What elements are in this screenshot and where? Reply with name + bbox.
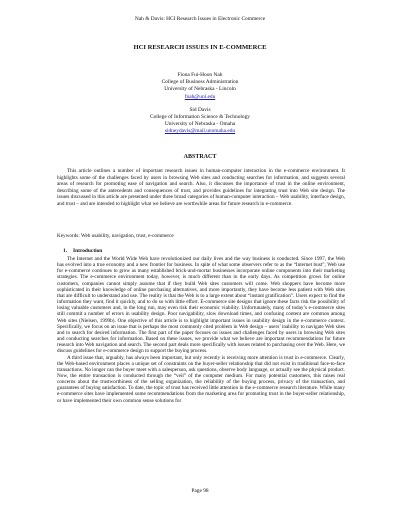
author-affiliation: University of Nebraska - Omaha	[164, 121, 236, 128]
author-list	[0, 72, 400, 142]
abstract-text: This article outlines a number of important research issues in human-computer interaction in the e-commerce environment. It highlights some of the challenges faced by users in browsing Web sites and conducting searches for information, and suggests several areas of research for promoting ease of navigation and search. Also, it discusses the importance of trust in the online environment, describing some of the antecedents and consequences of trust, and provides guidelines for integrating trust into Web site design. The issues discussed in this article are presented under three broad categories of human-computer interaction – Web usability, interface design, and trust – and are intended to highlight what we believe are worthwhile areas for future research in e-commerce.	[57, 168, 345, 207]
paper-title: HCI RESEARCH ISSUES IN E-COMMERCE	[133, 44, 267, 51]
body-text	[57, 256, 345, 404]
body-paragraph: A third issue that, arguably, has always been important, but only recently is receiving more attention is trust in e-commerce. Clearly, the Web-based environment places a unique set of constraints on the buyer-seller relationship that did not exist in traditional face-to-face transactions. No longer can the buyer meet with a salesperson, ask questions, observe body language, or actually see the physical product. Now, the entire transaction is conducted through the “veil” of the computer medium. For many potential customers, this raises real concerns about the trustworthiness of the selling organization, the reliability of the buying process, privacy of the transaction, and guarantees of buying satisfaction. To date, the topic of trust has received little attention in the e-commerce research literature. While many e-commerce sites have implemented some recommendations from the marketing area for promoting trust in the buyer-seller relationship, or have implemented their own common sense solutions for	[57, 354, 345, 404]
author-block-2	[0, 107, 400, 136]
author-email-link[interactable]: fnah@unl.edu	[184, 93, 216, 100]
running-header: Nah & Davis: HCI Research Issues in Electronic Commerce	[134, 16, 266, 22]
page-footer: Page 98	[191, 488, 209, 494]
author-block-1	[0, 72, 400, 101]
author-name: Fiona Fui-Hoon Nah	[177, 72, 223, 78]
section-number: 1.	[63, 248, 68, 254]
author-affiliation: College of Business Administration	[161, 79, 239, 86]
author-email-link[interactable]: sidneydavis@mail.unomaha.edu	[164, 128, 236, 135]
author-affiliation: University of Nebraska - Lincoln	[164, 86, 236, 93]
abstract-heading: ABSTRACT	[183, 154, 217, 160]
author-affiliation: College of Information Science & Technology	[150, 114, 250, 121]
section-title: Introduction	[73, 248, 103, 254]
keywords: Keywords: Web usability, navigation, trust, e-commerce	[57, 233, 174, 239]
author-name: Sid Davis	[189, 106, 211, 113]
body-paragraph: The Internet and the World Wide Web have revolutionized our daily lives and the way business is conducted. Since 1997, the Web has evolved into a true economy and a new frontier for business. In spite of what some observers refer to as the “Internet bust”, Web use for e-commerce continues to grow as many established brick-and-mortar businesses incorporate online components into their marketing strategies. The e-commerce environment today, however, is much different than in the early days. As competition grows for online customers, companies cannot simply assume that if they build Web sites customers will come. Web shoppers have become more sophisticated in their knowledge of online purchasing alternatives, and more importantly, they have become less patient with Web sites that are difficult to understand and use. The reality is that the Web is to a large extent about “instant gratification”. Users expect to find the information they want, find it quickly, and to do so with little effort. E-commerce site designs that ignore these facts risk the possibility of losing valuable customers and, in the long run, may even risk their economic viability. Unfortunately, many of today’s e-commerce sites still commit a number of errors in usability design. Poor navigability, slow download times, and confusing content are common among Web sites (Nielsen, 1999b). One objective of this article is to highlight important issues in usability design in the e-commerce context. Specifically, we focus on an issue that is perhaps the most commonly cited problem in Web design – users’ inability to navigate Web sites and to search for desired information. The first part of the paper focuses on issues and challenges faced by users in browsing Web sites and conducting searches for information. Based on these issues, we provide what we believe are important recommendations for future research into Web navigation and search. The second part deals more specifically with issues related to purchasing over the Web. Here, we discuss guidelines for e-commerce design to support the buying process.	[57, 256, 345, 355]
section-heading	[57, 248, 102, 254]
